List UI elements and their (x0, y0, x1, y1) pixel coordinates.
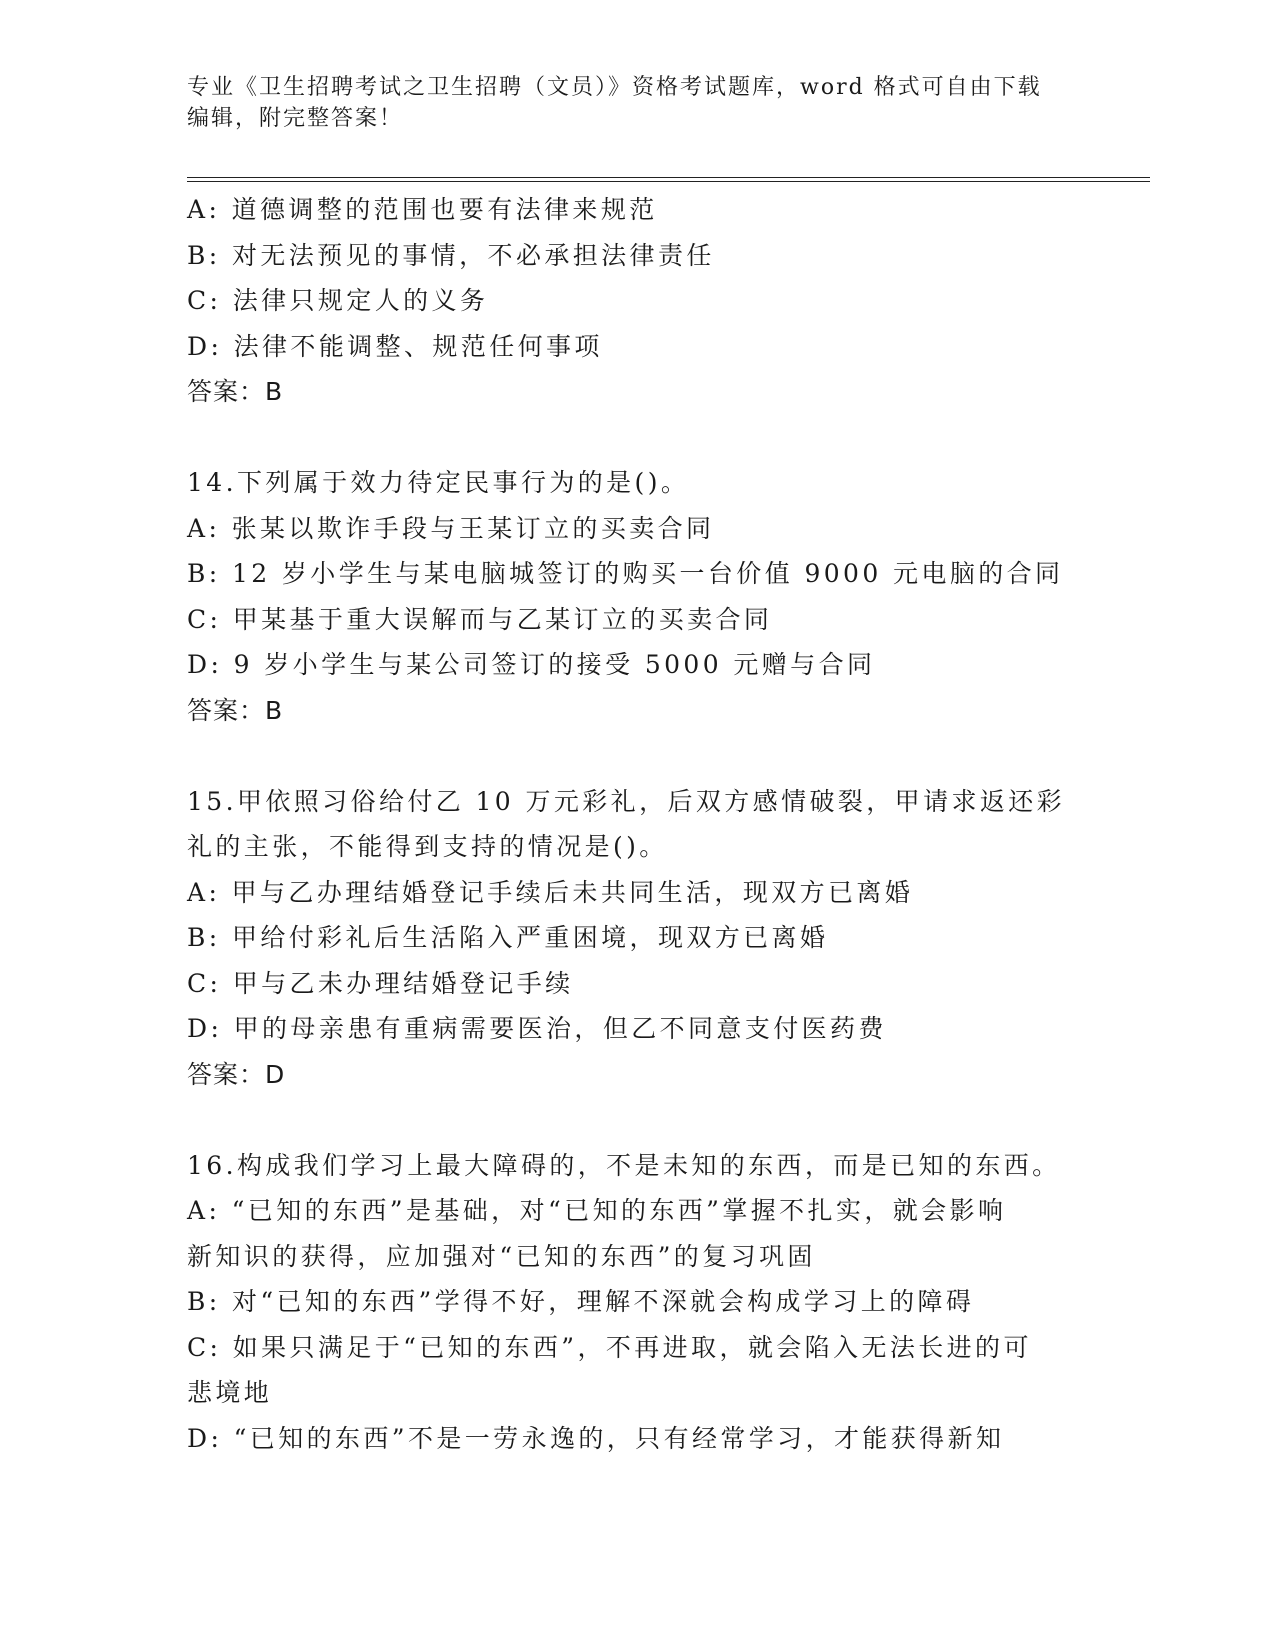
option-b: B: 12 岁小学生与某电脑城签订的购买一台价值 9000 元电脑的合同 (187, 559, 1064, 588)
question-text: 14.下列属于效力待定民事行为的是()。 (187, 468, 690, 497)
spacer (187, 415, 1087, 461)
option-a: A: 道德调整的范围也要有法律来规范 (187, 195, 658, 224)
spacer (187, 1097, 1087, 1143)
option-a: A: 张某以欺诈手段与王某订立的买卖合同 (187, 513, 715, 543)
answer: 答案：B (187, 695, 284, 725)
option-c: C: 甲与乙未办理结婚登记手续 (187, 968, 574, 998)
question-text-line-1: 15.甲依照习俗给付乙 10 万元彩礼，后双方感情破裂，甲请求返还彩 (187, 786, 1066, 816)
option-c-line-2: 悲境地 (187, 1378, 273, 1407)
header-title-line-1: 专业《卫生招聘考试之卫生招聘（文员）》资格考试题库，word 格式可自由下载 (187, 75, 1042, 100)
header-divider-bottom (187, 181, 1150, 182)
question-13 (187, 187, 1087, 415)
option-d: D: “已知的东西”不是一劳永逸的，只有经常学习，才能获得新知 (187, 1423, 1005, 1453)
header-divider-top (187, 177, 1150, 178)
option-c-line-1: C: 如果只满足于“已知的东西”，不再进取，就会陷入无法长进的可 (187, 1332, 1032, 1362)
option-b: B: 对“已知的东西”学得不好，理解不深就会构成学习上的障碍 (187, 1287, 975, 1316)
question-15 (187, 779, 1087, 1098)
header-title-line-2: 编辑，附完整答案！ (187, 106, 404, 131)
answer: 答案：D (187, 1059, 286, 1089)
option-d: D: 甲的母亲患有重病需要医治，但乙不同意支付医药费 (187, 1014, 887, 1043)
option-d: D: 9 岁小学生与某公司签订的接受 5000 元赠与合同 (187, 650, 876, 679)
question-text-line-2: 礼的主张，不能得到支持的情况是()。 (187, 832, 668, 861)
question-16 (187, 1143, 1087, 1462)
option-c: C: 甲某基于重大误解而与乙某订立的买卖合同 (187, 604, 773, 634)
option-c: C: 法律只规定人的义务 (187, 286, 489, 315)
option-d: D: 法律不能调整、规范任何事项 (187, 331, 603, 361)
answer: 答案：B (187, 377, 284, 406)
option-a-line-1: A: “已知的东西”是基础，对“已知的东西”掌握不扎实，就会影响 (187, 1196, 1007, 1225)
spacer (187, 733, 1087, 779)
option-b: B: 对无法预见的事情，不必承担法律责任 (187, 240, 715, 270)
option-a: A: 甲与乙办理结婚登记手续后未共同生活，现双方已离婚 (187, 877, 914, 907)
question-list (187, 187, 1087, 1461)
document-header (187, 72, 1087, 134)
question-text: 16.构成我们学习上最大障碍的，不是未知的东西，而是已知的东西。 (187, 1150, 1061, 1180)
question-14 (187, 460, 1087, 733)
option-a-line-2: 新知识的获得，应加强对“已知的东西”的复习巩固 (187, 1241, 816, 1271)
option-b: B: 甲给付彩礼后生活陷入严重困境，现双方已离婚 (187, 923, 829, 952)
